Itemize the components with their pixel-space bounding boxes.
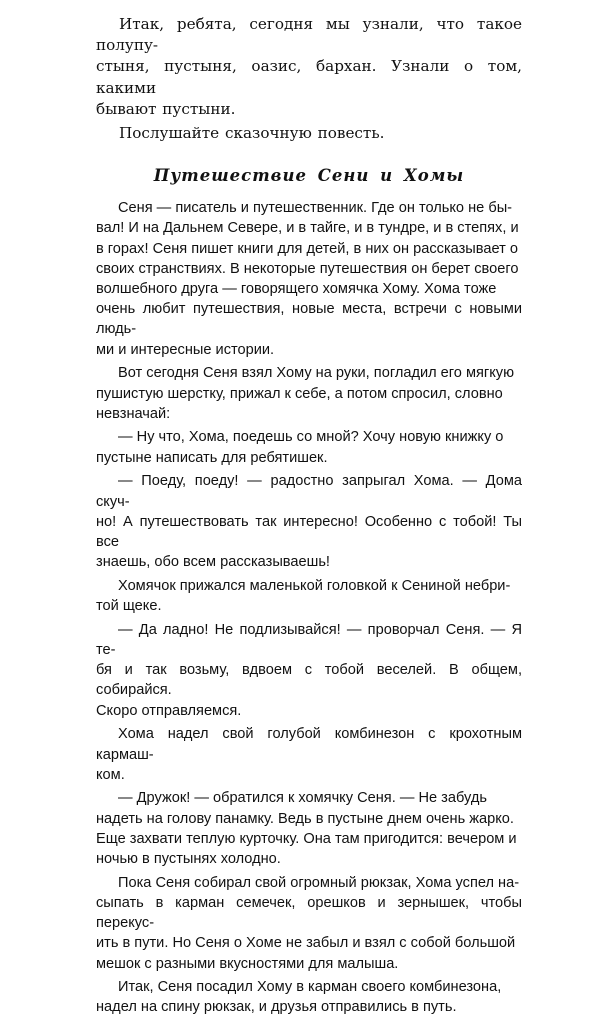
- story-paragraph: — Ну что, Хома, поедешь со мной? Хочу новую книжку о пустыне написать для ребятишек.: [96, 429, 504, 466]
- story-paragraph: — Поеду, поеду! — радостно запрыгал Хома. — Дома скуч- но! А путешествовать так интересно! Особенно с тобой! Ты все знаешь, обо всем рассказываешь!: [96, 473, 522, 571]
- story-paragraph: — Дружок! — обратился к хомячку Сеня. — Не забудь надеть на голову панамку. Ведь в пустыне днем очень жарко. Еще захвати теплую курточку. Она там пригодится: вечером и ночью в пустынях холодно.: [96, 790, 517, 868]
- story-paragraph: — Да ладно! Не подлизывайся! — проворчал Сеня. — Я те- бя и так возьму, вдвоем с тобой веселей. В общем, собирайся. Скоро отправляемся.: [96, 621, 522, 719]
- story-title: Путешествие Сени и Хомы: [153, 166, 465, 186]
- story-paragraph: Вот сегодня Сеня взял Хому на руки, погладил его мягкую пушистую шерстку, прижал к себе, а потом спросил, словно невзначай:: [96, 365, 515, 422]
- intro-paragraph: Послушайте сказочную повесть.: [119, 124, 385, 143]
- intro-paragraph: Итак, ребята, сегодня мы узнали, что такое полупу- стыня, пустыня, оазис, бархан. Узнали о том, какими бывают пустыни.: [96, 15, 522, 118]
- story-paragraph: Хома надел свой голубой комбинезон с крохотным кармаш- ком.: [96, 726, 522, 783]
- story-paragraph: Сеня — писатель и путешественник. Где он только не бы- вал! И на Дальнем Севере, и в тайге, и в тундре, и в степях, и в горах! Сеня пишет книги для детей, в них он рассказывает о своих странствиях. В некоторые путешествия он берет своего волшебного друга — говорящего хомячка Хому. Хома тоже очень любит путешествия, новые места, встречи с новыми людь- ми и интересные истории.: [96, 200, 522, 358]
- story-body: [96, 198, 522, 1017]
- story-paragraph: Итак, Сеня посадил Хому в карман своего комбинезона, надел на спину рюкзак, и друзья отправились в путь.: [96, 979, 502, 1016]
- intro-section: [96, 14, 522, 144]
- story-paragraph: Пока Сеня собирал свой огромный рюкзак, Хома успел на- сыпать в карман семечек, орешков и зернышек, чтобы перекус- ить в пути. Но Сеня о Хоме не забыл и взял с собой большой мешок с разными вкусностями для малыша.: [96, 874, 522, 972]
- story-paragraph: Хомячок прижался маленькой головкой к Сениной небри- той щеке.: [96, 577, 511, 615]
